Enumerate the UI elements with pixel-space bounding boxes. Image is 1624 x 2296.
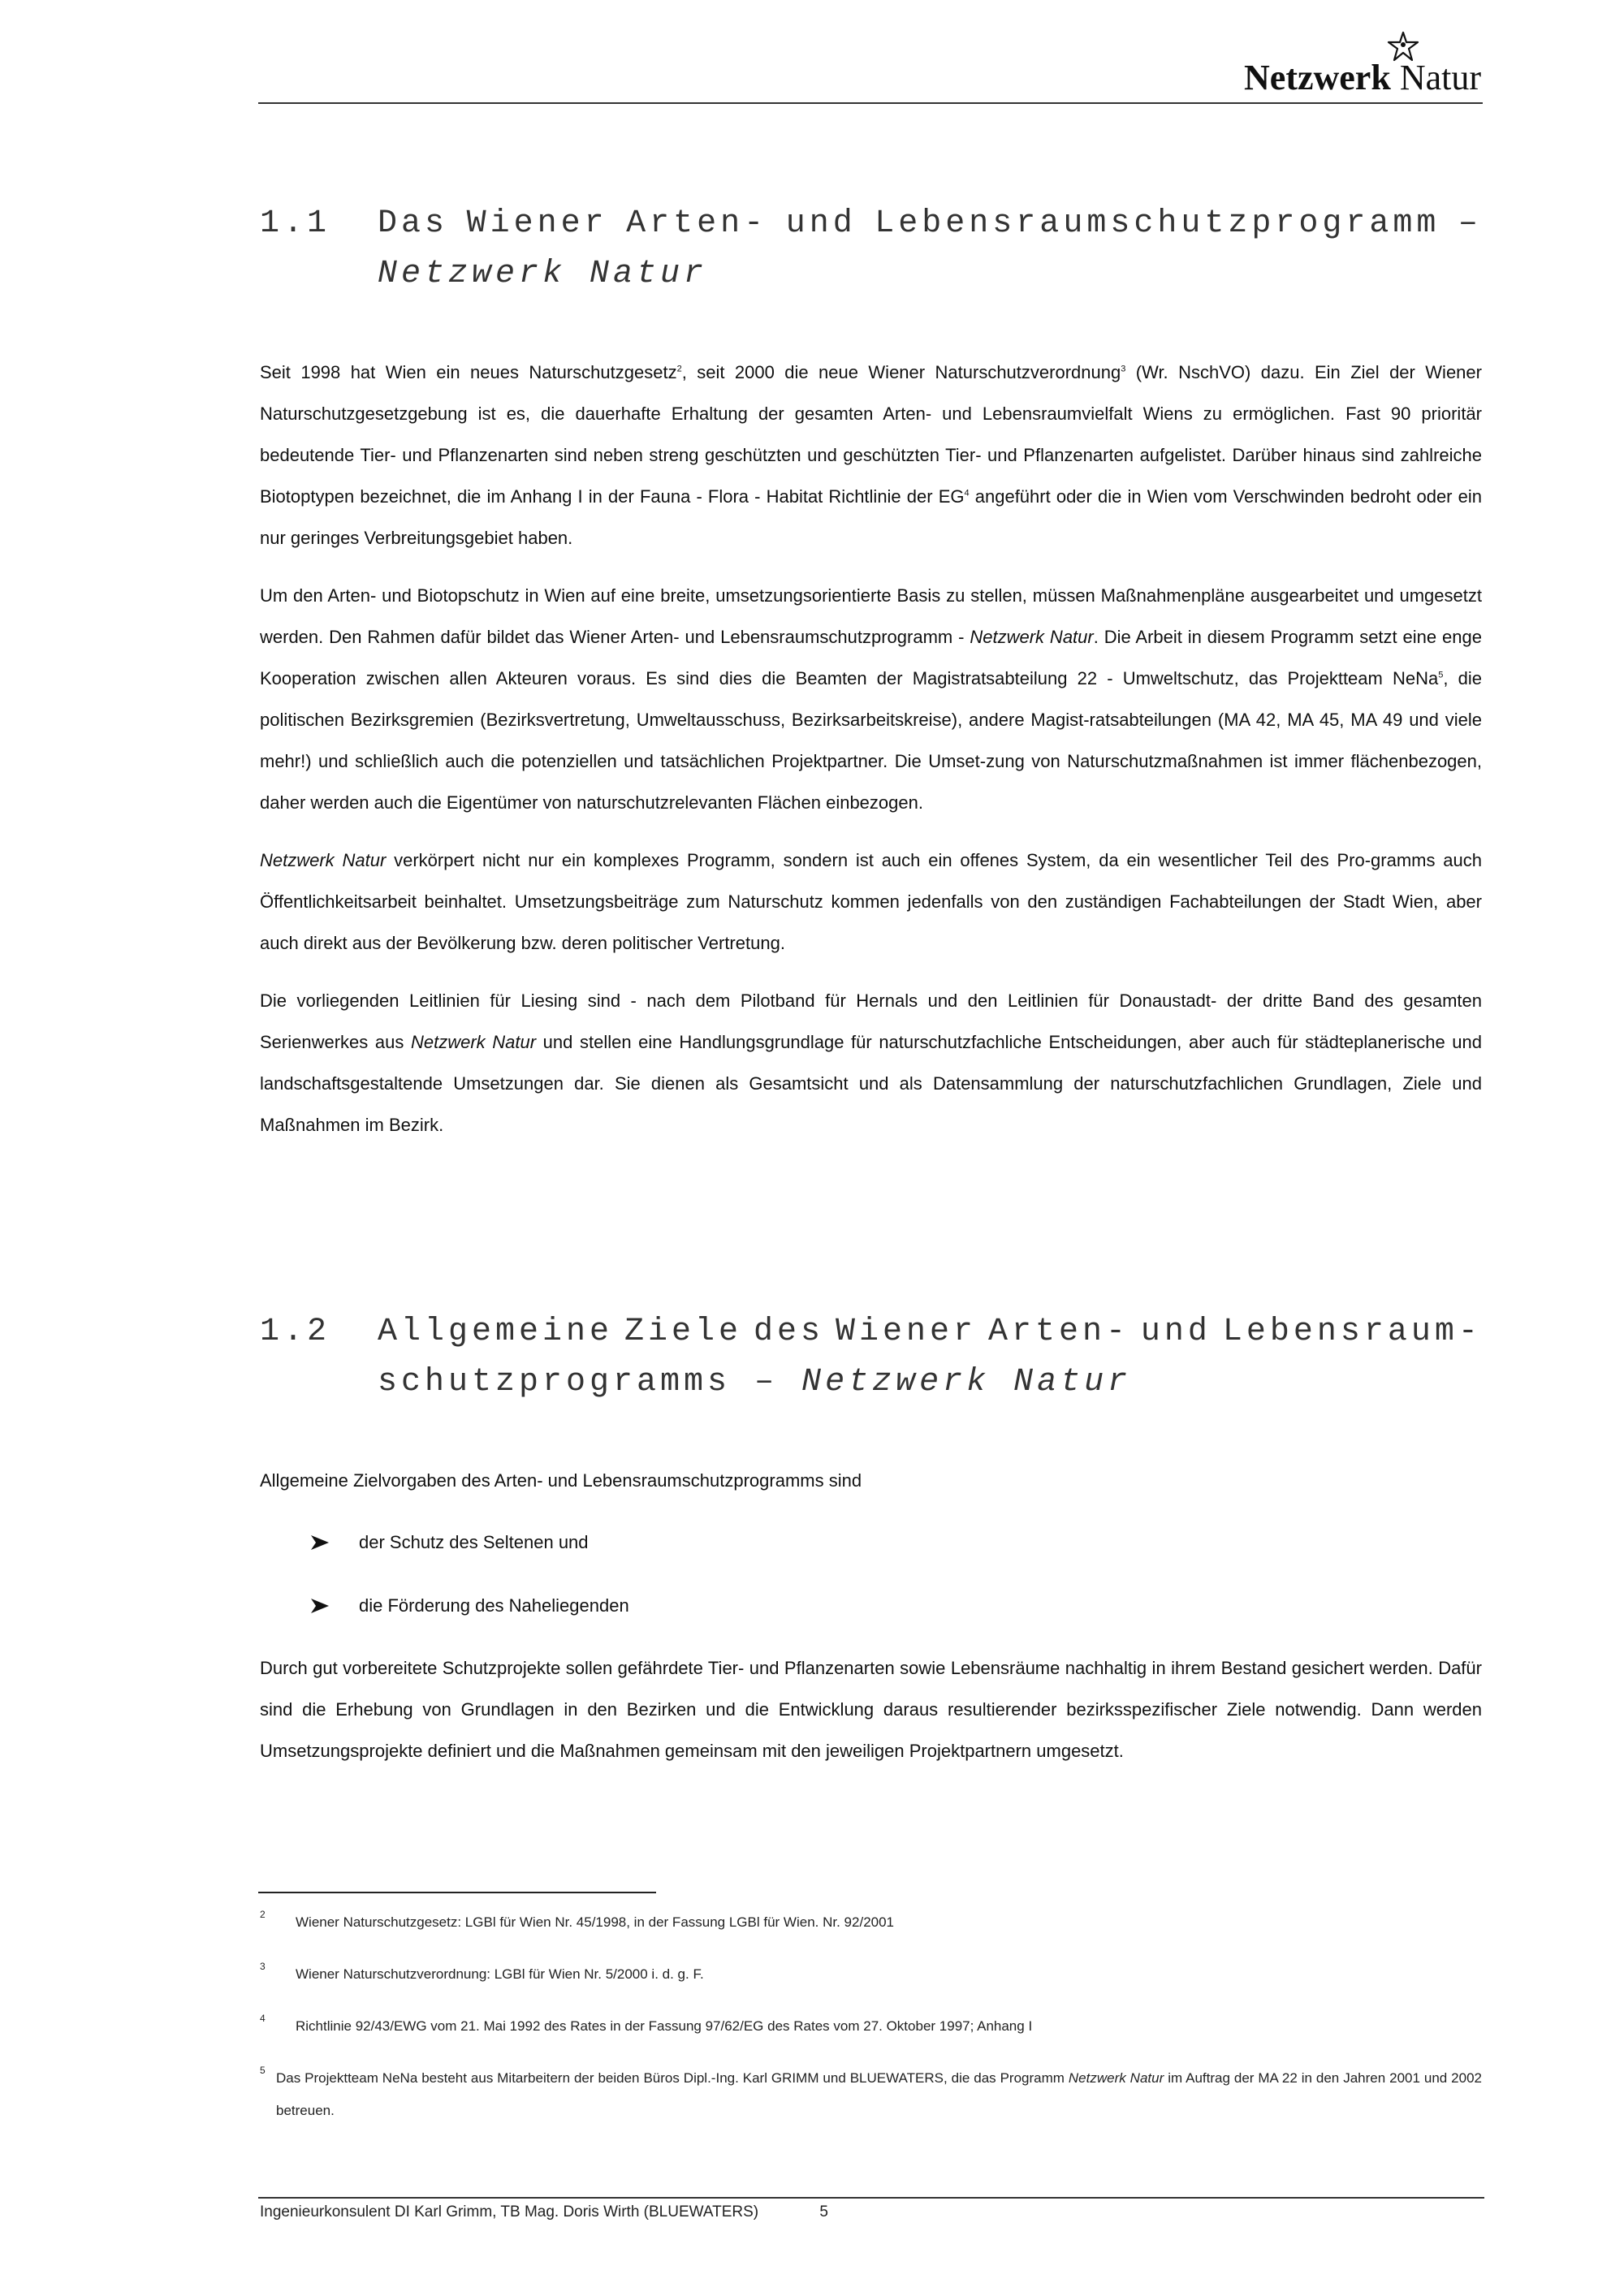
text: verkörpert nicht nur ein komplexes Programm, sondern ist auch ein offenes System, da ein wesentlicher Teil des Pro-gramms auch Öffentlichkeitsarbeit beinhaltet. Umsetzungsbeiträge zum Naturschutz kommen jedenfalls von den zuständigen Fachabteilungen der Stadt Wien, aber auch direkt aus der Bevölkerung bzw. deren politischer Vertretung.	[260, 850, 1483, 953]
footer-rule	[258, 2197, 1484, 2199]
heading-italic: Netzwerk Natur	[801, 1364, 1132, 1400]
heading-word: Arten-	[626, 205, 768, 242]
logo-text	[1244, 31, 1481, 97]
footnote-number: 4	[260, 2013, 266, 2024]
heading-word: und	[785, 205, 857, 242]
text: Die vorliegenden Leitlinien für Liesing sind - nach dem Pilotband für Hernals und den Leitlinien für Donaustadt- der dritte Band des gesamten Serienwerkes aus	[260, 990, 1482, 1052]
intro-paragraph: Allgemeine Zielvorgaben des Arten- und Lebensraumschutzprogramms sind	[260, 1470, 862, 1491]
page-number: 5	[819, 2203, 828, 2220]
text: , seit 2000 die neue Wiener Naturschutzverordnung	[681, 362, 1121, 382]
footnote-number: 2	[260, 1909, 266, 1920]
text: angeführt oder die in Wien vom Verschwinden bedroht oder ein nur geringes Verbreitungsgebiet haben.	[260, 486, 1482, 548]
italic-text: Netzwerk Natur	[410, 1032, 537, 1052]
italic-text: Netzwerk Natur	[260, 850, 387, 870]
list-item-text: der Schutz des Seltenen und	[359, 1532, 589, 1552]
section-number: 1.1	[260, 205, 331, 242]
footnote-ref-3: 3	[1121, 364, 1126, 374]
footnote-text: im Auftrag der MA 22 in den Jahren 2001 und 2002 betreuen.	[276, 2070, 1482, 2118]
section-1-1-body	[260, 352, 1482, 1162]
heading-word: Das	[378, 205, 449, 242]
logo-natur: Natur	[1399, 58, 1481, 97]
heading-word: Wiener	[835, 1314, 977, 1350]
text: . Die Arbeit in diesem Programm setzt eine enge Kooperation zwischen allen Akteuren voraus. Es sind dies die Beamten der Magistratsabteilung 22 - Umweltschutz, das Projektteam NeNa	[260, 627, 1482, 688]
heading-word: Allgemeine	[378, 1314, 614, 1350]
heading-line-2	[378, 249, 1482, 300]
heading-word: Lebensraumschutzprogramm	[875, 205, 1440, 242]
footnotes	[260, 1906, 1482, 2147]
footnote-ref-4: 4	[964, 488, 970, 498]
heading-text: schutzprogramms –	[378, 1364, 802, 1400]
section-1-2-body	[260, 1460, 1482, 1788]
paragraph-5: Durch gut vorbereitete Schutzprojekte sollen gefährdete Tier- und Pflanzenarten sowie Lebensräume nachhaltig in ihrem Bestand gesichert werden. Dafür sind die Erhebung von Grundlagen in den Bezirken und die Entwicklung daraus resultierender bezirksspezifischer Ziele notwendig. Dann werden Umsetzungsprojekte definiert und die Maßnahmen gemeinsam mit den jeweiligen Projektpartnern umgesetzt.	[260, 1658, 1482, 1761]
heading-word: Ziele	[624, 1314, 743, 1350]
heading-word: und	[1140, 1314, 1212, 1350]
footnote-text: Wiener Naturschutzverordnung: LGBl für Wien Nr. 5/2000 i. d. g. F.	[296, 1966, 704, 1982]
footnote-number: 5	[260, 2065, 266, 2076]
section-heading-1-2	[260, 1307, 1482, 1408]
page-footer	[260, 2203, 828, 2221]
list-item	[260, 1574, 1482, 1638]
footer-authors: Ingenieurkonsulent DI Karl Grimm, TB Mag. Doris Wirth (BLUEWATERS)	[260, 2203, 759, 2220]
section-heading-1-1	[260, 199, 1482, 300]
paragraph-2	[260, 575, 1482, 823]
figure-star-icon	[1382, 31, 1424, 63]
paragraph-3	[260, 839, 1482, 964]
goal-list	[260, 1511, 1482, 1638]
logo-netzwerk: Netzwerk	[1244, 58, 1391, 97]
heading-line-1	[378, 1307, 1482, 1357]
section-number: 1.2	[260, 1314, 331, 1350]
footnote-text: Das Projektteam NeNa besteht aus Mitarbeitern der beiden Büros Dipl.-Ing. Karl GRIMM und BLUEWATERS, die das Programm	[276, 2070, 1069, 2086]
heading-word: Arten-	[987, 1314, 1129, 1350]
list-item-text: die Förderung des Naheliegenden	[359, 1595, 629, 1616]
footnote-number: 3	[260, 1961, 266, 1972]
paragraph-1	[260, 352, 1482, 559]
heading-word: Lebensraum-	[1222, 1314, 1482, 1350]
text: Seit 1998 hat Wien ein neues Naturschutzgesetz	[260, 362, 677, 382]
footnote-ref-5: 5	[1438, 670, 1444, 680]
footnote-2	[260, 1906, 1482, 1939]
text: Um den Arten- und Biotopschutz in Wien auf eine breite, umsetzungsorientierte Basis zu stellen, müssen Maßnahmenpläne ausgearbeitet und umgesetzt werden. Den Rahmen dafür bildet das Wiener Arten- und Lebensraumschutzprogramm -	[260, 585, 1482, 647]
footnote-5	[260, 2062, 1482, 2127]
header-rule	[258, 102, 1483, 104]
footnote-italic: Netzwerk Natur	[1068, 2070, 1164, 2086]
heading-italic: Netzwerk Natur	[378, 256, 708, 292]
heading-word: des	[753, 1314, 824, 1350]
footnote-text: Wiener Naturschutzgesetz: LGBl für Wien Nr. 45/1998, in der Fassung LGBl für Wien. Nr. 92/2001	[296, 1914, 895, 1930]
text: und stellen eine Handlungsgrundlage für naturschutzfachliche Entscheidungen, aber auch für städteplanerische und landschaftsgestaltende Umsetzungen dar. Sie dienen als Gesamtsicht und als Datensammlung der naturschutzfachlichen Grundlagen, Ziele und Maßnahmen im Bezirk.	[260, 1032, 1482, 1135]
heading-word: –	[1458, 205, 1482, 242]
heading-word: Wiener	[466, 205, 608, 242]
text: , die politischen Bezirksgremien (Bezirksvertretung, Umweltausschuss, Bezirksarbeitskreise), andere Magist-ratsabteilungen (MA 42, MA 45, MA 49 und viele mehr!) und schließlich auch die potenziellen und tatsächlichen Projektpartner. Die Umset-zung von Naturschutzmaßnahmen ist immer flächenbezogen, daher werden auch die Eigentümer von naturschutzrelevanten Flächen einbezogen.	[260, 668, 1482, 813]
footnote-text: Richtlinie 92/43/EWG vom 21. Mai 1992 des Rates in der Fassung 97/62/EG des Rates vom 27. Oktober 1997; Anhang I	[296, 2018, 1033, 2034]
footnote-3	[260, 1958, 1482, 1991]
logo	[1244, 31, 1481, 97]
footnote-rule	[258, 1892, 656, 1893]
paragraph-4	[260, 980, 1482, 1146]
heading-line-2	[378, 1357, 1482, 1408]
text: (Wr. NschVO) dazu. Ein Ziel der Wiener Naturschutzgesetzgebung ist es, die dauerhafte Erhaltung der gesamten Arten- und Lebensraumvielfalt Wiens zu ermöglichen. Fast 90 prioritär bedeutende Tier- und Pflanzenarten sind neben streng geschützten und geschützten Tier- und Pflanzenarten aufgelistet. Darüber hinaus sind zahlreiche Biotoptypen bezeichnet, die im Anhang I in der Fauna - Flora - Habitat Richtlinie der EG	[260, 362, 1482, 507]
footnote-ref-2: 2	[676, 364, 682, 374]
arrowhead-bullet-icon	[310, 1534, 330, 1551]
arrowhead-bullet-icon	[310, 1598, 330, 1614]
footnote-4	[260, 2010, 1482, 2043]
list-item	[260, 1511, 1482, 1574]
heading-line-1	[378, 199, 1482, 249]
italic-text: Netzwerk Natur	[970, 627, 1094, 647]
